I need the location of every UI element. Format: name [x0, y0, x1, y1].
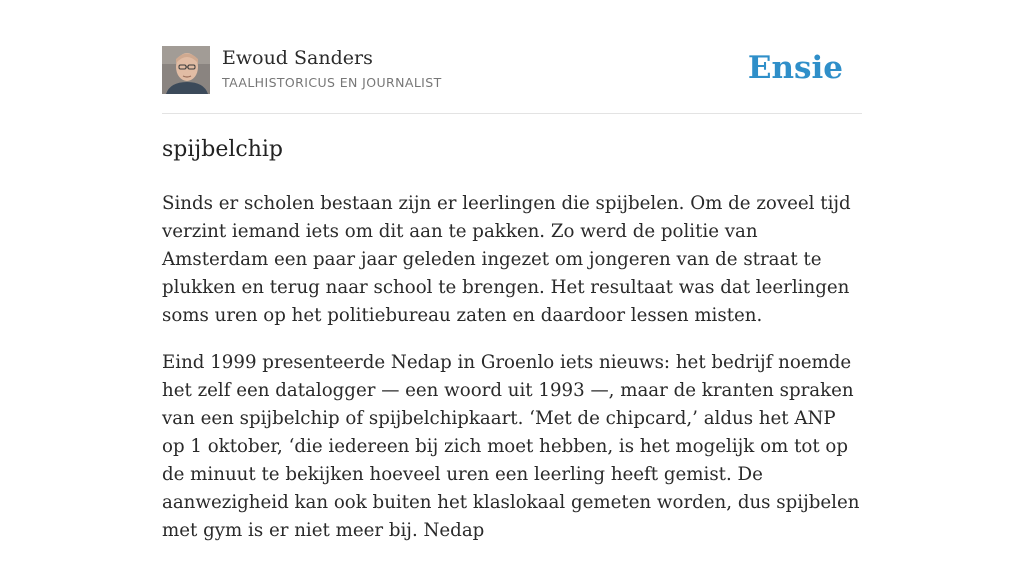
avatar-portrait-icon — [162, 46, 210, 94]
author-name[interactable]: Ewoud Sanders — [222, 47, 373, 69]
ensie-logo-link[interactable]: Ensie — [747, 50, 843, 86]
author-avatar[interactable] — [162, 46, 210, 94]
article-paragraph: Eind 1999 presenteerde Nedap in Groenlo iets nieuws: het bedrijf noemde het zelf een datalogger — een woord uit 1993 —, maar de kranten spraken van een spijbelchip of spijbelchipkaart. ‘Met de chipcard,’ aldus het ANP op 1 oktober, ‘die iedereen bij zich moet hebben, is het mogelijk om tot op de minuut te bekijken hoeveel uren een leerling heeft gemist. De aanwezigheid kan ook buiten het klaslokaal gemeten worden, dus spijbelen met gym is er niet meer bij. Nedap — [162, 352, 860, 541]
author-role: TAALHISTORICUS EN JOURNALIST — [222, 75, 442, 90]
article-title: spijbelchip — [162, 137, 283, 162]
header-divider — [162, 113, 862, 114]
article-paragraph: Sinds er scholen bestaan zijn er leerlingen die spijbelen. Om de zoveel tijd verzint iemand iets om dit aan te pakken. Zo werd de politie van Amsterdam een paar jaar geleden ingezet om jongeren van de straat te plukken en terug naar school te brengen. Het resultaat was dat leerlingen soms uren op het politiebureau zaten en daardoor lessen misten. — [162, 193, 851, 326]
author-header — [162, 46, 862, 98]
article-body — [162, 190, 864, 564]
